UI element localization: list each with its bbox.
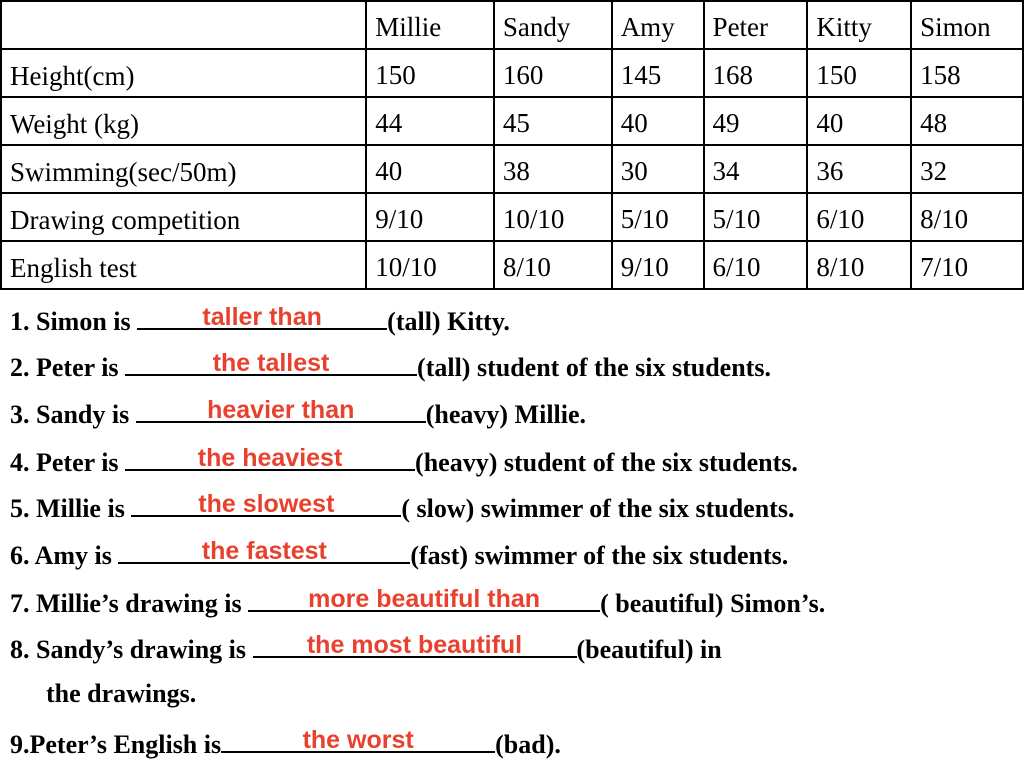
table-cell: 8/10 xyxy=(494,241,612,289)
answer-text: the heaviest xyxy=(197,444,343,472)
table-cell: 36 xyxy=(807,145,911,193)
exercise-prefix: 9.Peter’s English is xyxy=(10,730,222,759)
row-label: Swimming(sec/50m) xyxy=(1,145,366,193)
answer-blank xyxy=(137,304,387,330)
table-cell: 8/10 xyxy=(807,241,911,289)
answer-blank xyxy=(125,350,417,376)
exercise-5 xyxy=(10,491,794,524)
table-cell: 145 xyxy=(612,49,704,97)
exercise-8-continuation: the drawings. xyxy=(46,679,197,708)
answer-blank xyxy=(125,445,415,471)
table-row xyxy=(1,97,1023,145)
answer-text: the tallest xyxy=(212,349,330,377)
table-cell: 40 xyxy=(612,97,704,145)
exercise-prefix: 7. Millie’s drawing is xyxy=(10,589,249,618)
table-cell: 5/10 xyxy=(704,193,808,241)
header-simon: Simon xyxy=(911,1,1023,49)
answer-text: the most beautiful xyxy=(306,631,523,659)
answer-text: heavier than xyxy=(207,396,355,424)
header-kitty: Kitty xyxy=(807,1,911,49)
table-row xyxy=(1,49,1023,97)
table-header-row xyxy=(1,1,1023,49)
exercise-suffix: (tall) student of the six students. xyxy=(417,353,771,382)
table-cell: 40 xyxy=(807,97,911,145)
table-cell: 49 xyxy=(704,97,808,145)
table-cell: 10/10 xyxy=(366,241,494,289)
table-cell: 6/10 xyxy=(807,193,911,241)
table-cell: 6/10 xyxy=(704,241,808,289)
exercise-prefix: 4. Peter is xyxy=(10,448,126,477)
table-cell: 150 xyxy=(366,49,494,97)
exercise-prefix: 3. Sandy is xyxy=(10,400,136,429)
table-cell: 9/10 xyxy=(366,193,494,241)
exercise-suffix: (heavy) student of the six students. xyxy=(415,448,798,477)
table-cell: 150 xyxy=(807,49,911,97)
answer-text: more beautiful than xyxy=(308,585,541,613)
exercise-prefix: 6. Amy is xyxy=(10,541,119,570)
exercise-suffix: (fast) swimmer of the six students. xyxy=(410,541,789,570)
table-cell: 5/10 xyxy=(612,193,704,241)
exercise-suffix: (bad). xyxy=(495,730,561,759)
exercise-7 xyxy=(10,586,825,619)
answer-text: the slowest xyxy=(198,490,335,518)
table-corner-cell xyxy=(1,1,366,49)
answer-blank xyxy=(118,538,410,564)
table-row xyxy=(1,241,1023,289)
header-amy: Amy xyxy=(612,1,704,49)
row-label: Weight (kg) xyxy=(1,97,366,145)
exercise-4 xyxy=(10,445,798,478)
header-peter: Peter xyxy=(704,1,808,49)
table-cell: 30 xyxy=(612,145,704,193)
table-cell: 38 xyxy=(494,145,612,193)
exercise-prefix: 8. Sandy’s drawing is xyxy=(10,635,253,664)
comparison-table xyxy=(0,0,1024,290)
table-row xyxy=(1,145,1023,193)
answer-text: the fastest xyxy=(201,537,327,565)
exercise-2 xyxy=(10,350,771,383)
exercise-suffix: (beautiful) in xyxy=(576,635,722,664)
exercise-9 xyxy=(10,727,561,760)
table-cell: 158 xyxy=(911,49,1023,97)
answer-blank xyxy=(221,727,495,753)
table-cell: 8/10 xyxy=(911,193,1023,241)
exercise-prefix: 1. Simon is xyxy=(10,307,138,336)
header-sandy: Sandy xyxy=(494,1,612,49)
table-cell: 160 xyxy=(494,49,612,97)
table-cell: 48 xyxy=(911,97,1023,145)
table-cell: 40 xyxy=(366,145,494,193)
table-cell: 32 xyxy=(911,145,1023,193)
answer-text: the worst xyxy=(302,726,414,754)
exercise-prefix: 5. Millie is xyxy=(10,494,132,523)
answer-blank xyxy=(136,397,426,423)
table-cell: 10/10 xyxy=(494,193,612,241)
table-cell: 9/10 xyxy=(612,241,704,289)
answer-text: taller than xyxy=(202,303,322,331)
row-label: Drawing competition xyxy=(1,193,366,241)
exercise-1 xyxy=(10,304,510,337)
answer-blank xyxy=(131,491,401,517)
table-cell: 168 xyxy=(704,49,808,97)
exercise-prefix: 2. Peter is xyxy=(10,353,126,382)
exercise-8 xyxy=(10,632,722,665)
row-label: English test xyxy=(1,241,366,289)
exercise-suffix: (heavy) Millie. xyxy=(425,400,587,429)
row-label: Height(cm) xyxy=(1,49,366,97)
exercise-3 xyxy=(10,397,586,430)
exercise-suffix: ( slow) swimmer of the six students. xyxy=(401,494,795,523)
answer-blank xyxy=(253,632,577,658)
table-cell: 44 xyxy=(366,97,494,145)
answer-blank xyxy=(248,586,600,612)
table-cell: 45 xyxy=(494,97,612,145)
table-cell: 7/10 xyxy=(911,241,1023,289)
table-cell: 34 xyxy=(704,145,808,193)
exercise-suffix: (tall) Kitty. xyxy=(387,307,510,336)
header-millie: Millie xyxy=(366,1,494,49)
table-row xyxy=(1,193,1023,241)
exercise-6 xyxy=(10,538,788,571)
exercise-suffix: ( beautiful) Simon’s. xyxy=(600,589,826,618)
